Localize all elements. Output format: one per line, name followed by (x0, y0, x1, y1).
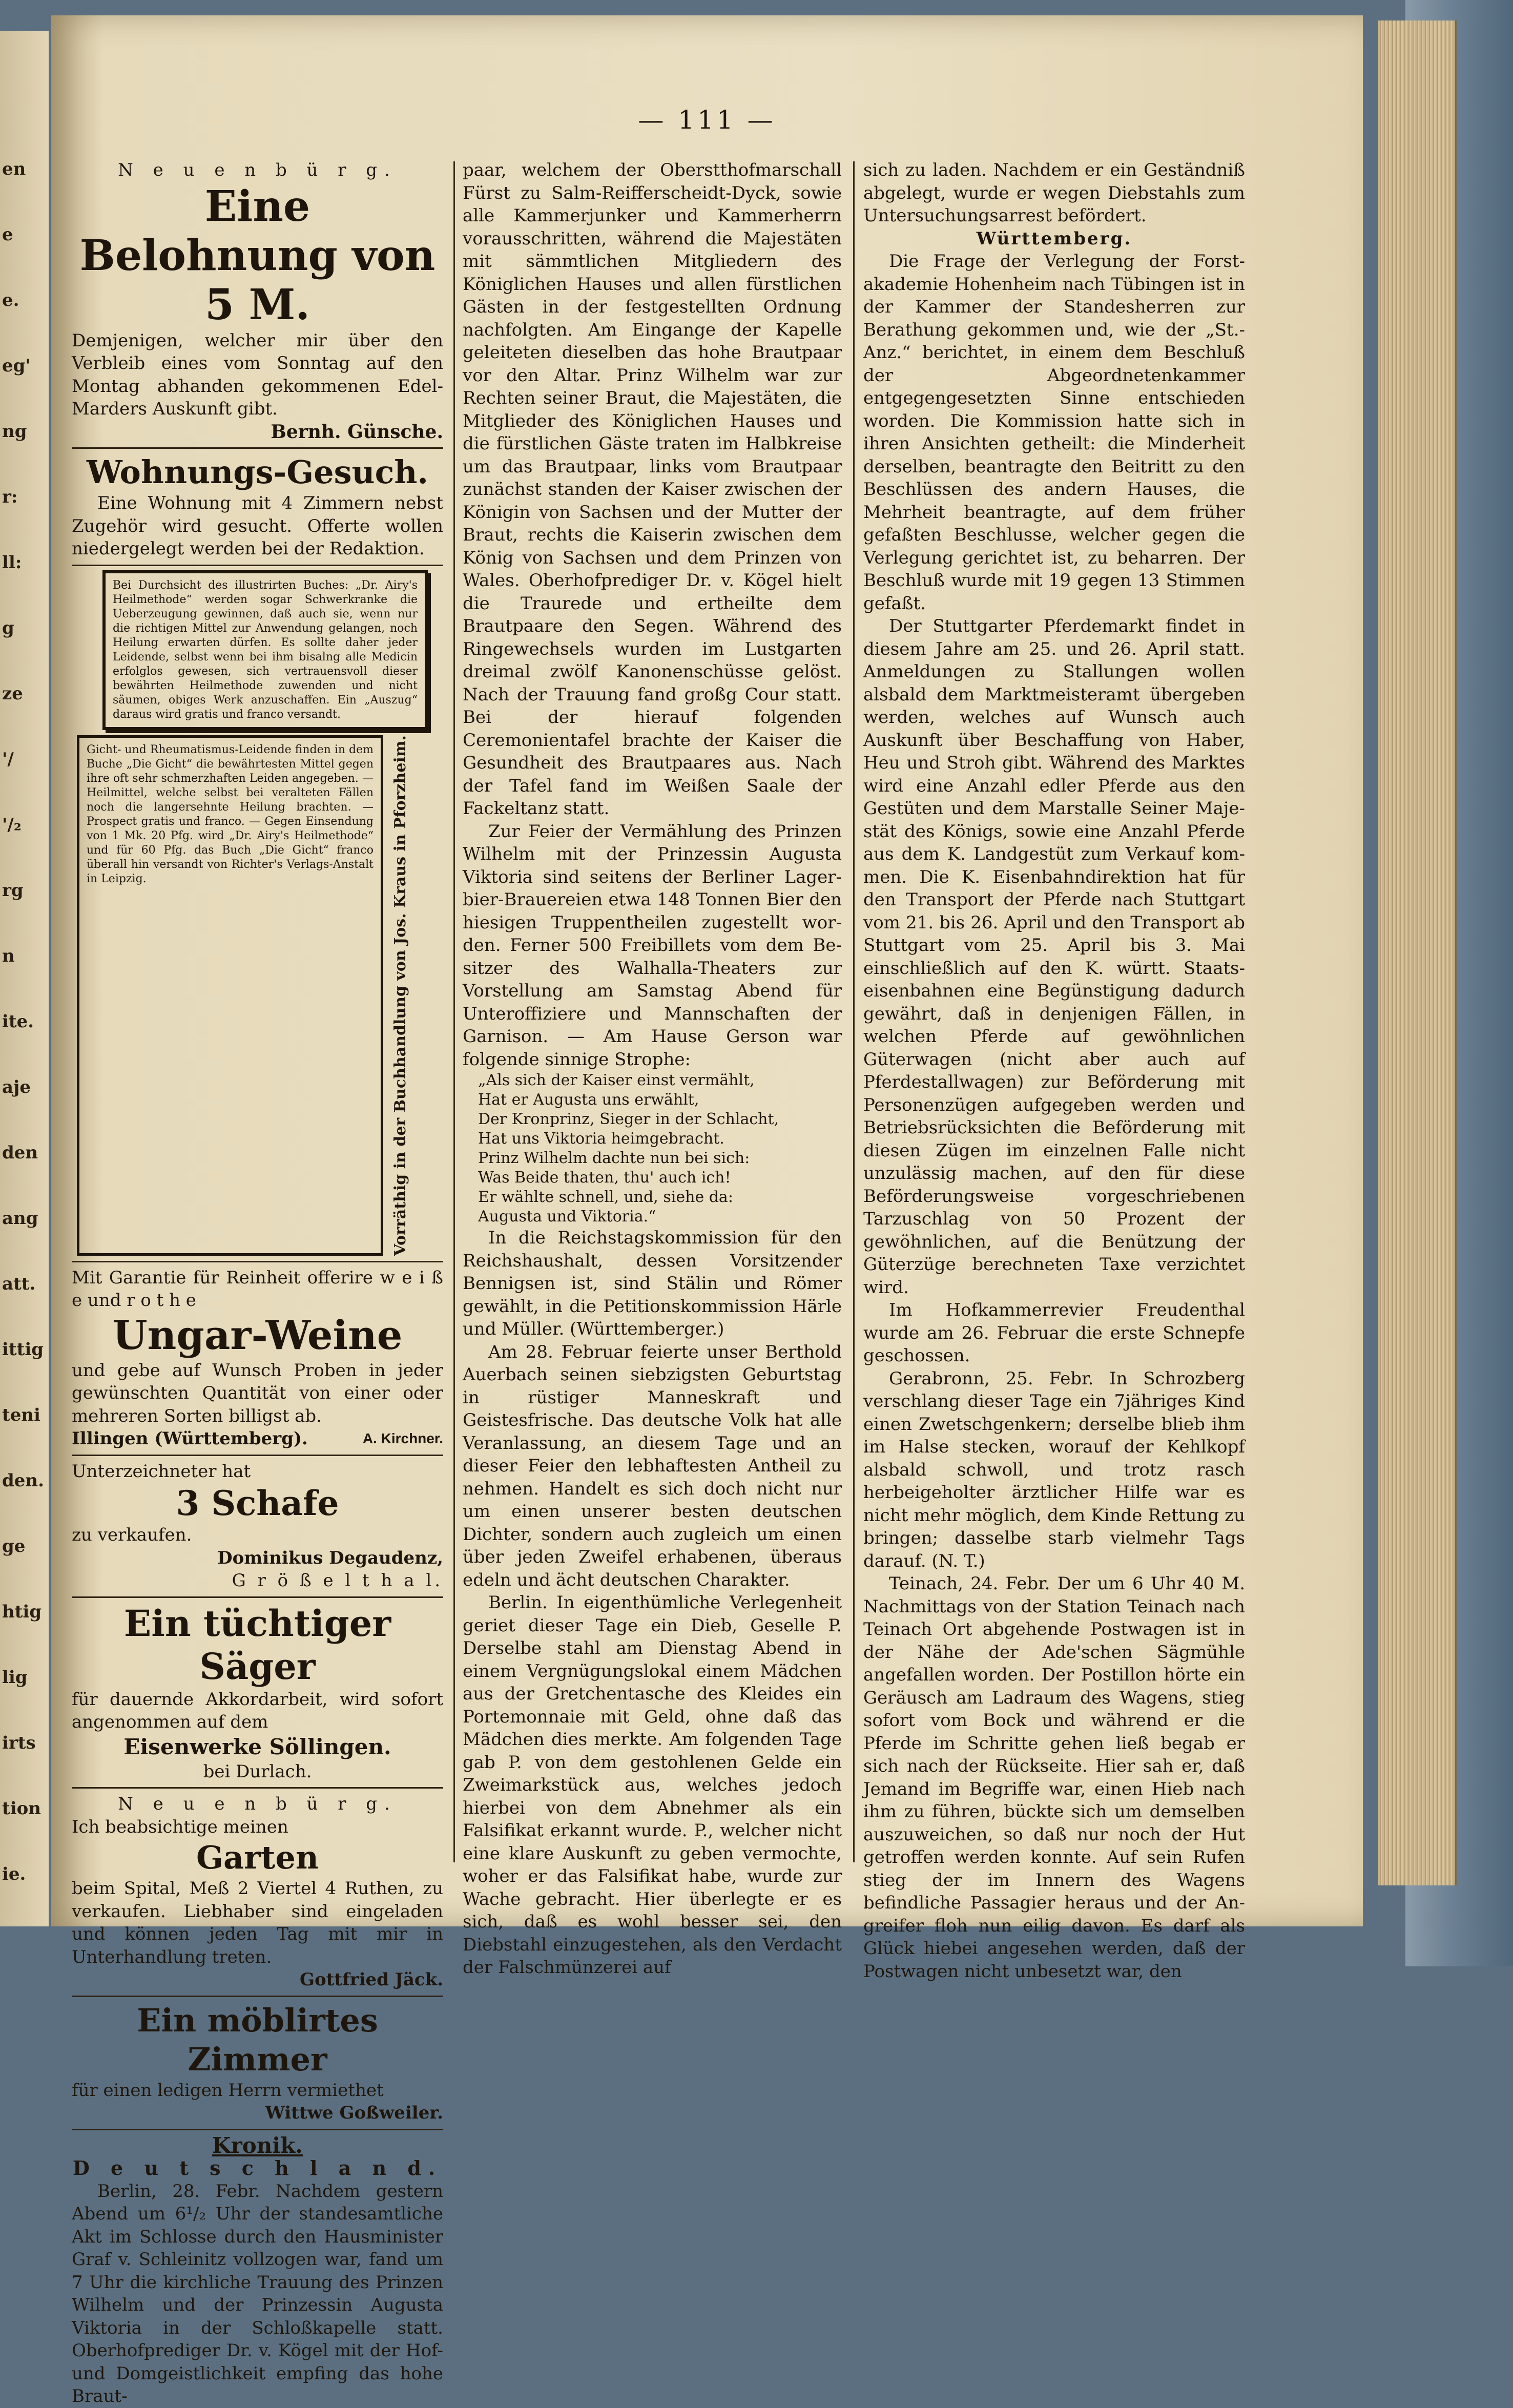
news-paragraph: Am 28. Februar feierte unser Berthold Auerbach seinen siebzigsten Geburtstag in rüstiger Manneskraft und Geistesfrische. Das deutsche Volk hat alle Veranlassung, an diesem Tage und an dieser Feier den lebhaftesten Antheil zu nehmen. Handelt es sich doch nicht nur um einen unserer besten deutschen Dichter, sondern auch zugleich um einen über jeden Zweifel erhabenen, überaus edeln und ächt deutschen Charakter. (463, 1341, 842, 1590)
ad-footer (72, 1427, 443, 1450)
ad-headline: Eine Belohnung von 5 M. (79, 181, 436, 329)
news-paragraph: sich zu laden. Nachdem er ein Geständniß abgelegt, wurde er wegen Diebstahls zum Untersuchungsarrest befördert. (863, 160, 1245, 226)
left-page-fragment: rg (2, 880, 24, 901)
divider (72, 1455, 443, 1456)
ad-text: für dauernde Akkordarbeit, wird sofort angenommen auf dem (72, 1689, 443, 1733)
ad-headline: Wohnungs-Gesuch. (86, 453, 428, 491)
ad-headline: Ungar-Weine (112, 1312, 403, 1359)
ad-box-text: Gicht- und Rheumatismus-Leidende finden in dem Buche „Die Gicht“ die bewährtesten Mittel gegen ihre oft sehr schmerzhaften Leiden angegeben. — Heilmittel, welche selbst bei veralteten Fällen noch die langersehnte Heilung brachten. — Prospect gratis und franco. — Gegen Einsendung von 1 Mk. 20 Pfg. wird „Dr. Airy's Heilmethode“ und für 60 Pfg. das Buch „Die Gicht“ franco überall hin versandt von Richter's Verlags-Anstalt in Leipzig. (87, 743, 374, 885)
ad-headline: Garten (196, 1839, 319, 1877)
newspaper-page (51, 15, 1363, 2407)
news-paragraph: Der Stuttgarter Pferdemarkt findet in diesem Jahre am 25. und 26. April statt. Anmeldungen zu Stallungen wollen alsbald dem Marktmeisteramt übergeben werden, welches auf Wunsch auch Auskunft über Beschaffung von Haber, Heu und Stroh gibt. Während des Marktes wird eine Anzahl edler Pferde aus den Gestüten und dem Marstalle Seiner Majestät des Königs, sowie eine Anzahl Pferde aus dem K. Landgestüt zum Verkauf kommen. Die K. Eisenbahndirektion hat für den Transport der Pferde nach Stuttgart vom 21. bis 26. April und den Transport ab Stuttgart vom 25. April bis 3. Mai einschließlich auf den K. württ. Staatseisenbahnen eine Begünstigung dadurch gewährt, daß in denjenigen Fällen, in welchen Pferde auf gewöhnlichen Güterwagen (nicht aber auch auf Pferdestallwagen) zur Beförderung mit Personenzügen aufgegeben werden und Betriebsrücksichten die Beförderung mit diesen Zügen im einzelnen Falle nicht unzulässig machen, auf den für diese Beförderungsweise vorgeschriebenen Tarzuschlag von 50 Prozent der gewöhnlichen, auf die Benützung der Güterzüge berechneten Taxe verzichtet wird. (863, 616, 1245, 1298)
ad-place: N e u e n b ü r g. (118, 1794, 397, 1815)
poem-line: Hat er Augusta uns erwählt, (478, 1091, 699, 1109)
left-page-fragment: ng (2, 421, 27, 442)
ad-headline: Ein möblirtes Zimmer (137, 2001, 378, 2078)
ad-signature: Wittwe Goßweiler. (265, 2103, 443, 2124)
poem (478, 1071, 842, 1227)
news-paragraph: Gerabronn, 25. Febr. In Schrozberg verschlang dieser Tage ein 7jähriges Kind einen Zwetschgenkern; derselbe blieb ihm im Halse stecken, worauf der Kehlkopf alsbald schwoll, und trotz rasch herbeigeholter ärztlicher Hilfe war es nicht mehr möglich, dem Kinde Rettung zu bringen; dasselbe starb vielmehr Tags darauf. (N. T.) (863, 1368, 1245, 1571)
ad-firm: Eisenwerke Söllingen. (123, 1734, 391, 1759)
divider (72, 2129, 443, 2130)
left-page-fragment: r: (2, 487, 18, 507)
left-page-fragment: den (2, 1143, 38, 1163)
page-number: — 111 — (638, 105, 776, 135)
poem-line: Was Beide thaten, thu' auch ich! (478, 1169, 731, 1187)
left-page-fragment: e (2, 224, 13, 245)
ad-text: für einen ledigen Herrn vermiethet (72, 2080, 384, 2101)
region-heading: Württemberg. (976, 228, 1132, 249)
column-news-3 (863, 159, 1245, 1983)
ad-signature: A. Kirchner. (362, 1430, 443, 1447)
news-paragraph: Die Frage der Verlegung der Forstakademie Hohenheim nach Tübingen ist in der Kammer der Standesherren zur Berathung gekommen und, wie der „St.-Anz.“ berichtet, in einem dem Beschluß der Abgeordnetenkammer entgegengesetzten Sinne entschieden worden. Die Kommission hatte sich in ihren Ansichten getheilt: die Minderheit derselben, beantragte den Beitritt zu den Beschlüssen des andern Hauses, die Mehrheit beantragte, auf dem früher gefaßten Beschlusse, welcher gegen die Verlegung gerichtet ist, zu beharren. Der Beschluß wurde mit 19 gegen 13 Stimmen gefaßt. (863, 251, 1245, 614)
news-paragraph: Teinach, 24. Febr. Der um 6 Uhr 40 M. Nachmittags von der Station Teinach nach Teinach Ort abgehende Postwagen ist in der Nähe der Ade'schen Sägmühle angefallen worden. Der Postillon hörte ein Geräusch am Ladraum des Wagens, stieg sofort vom Bock und während er die Pferde im Schritte gehen ließ begab er sich nach der Rückseite. Hier sah er, daß Jemand im Begriffe war, einen Hieb nach ihm zu führen, bückte sich um demselben auszuweichen, so daß nur noch der Hut getroffen werden konnte. Auf sein Rufen stieg der im Innern des Wagens befindliche Passagier heraus und der Angreifer floh nun eilig davon. Es darf als Glück hiebei angesehen werden, daß der Postwagen nicht unbesetzt war, den (863, 1573, 1245, 1982)
left-page-fragment: lig (2, 1667, 28, 1688)
left-page-fragment: ze (2, 683, 23, 704)
ad-place: bei Durlach. (203, 1761, 312, 1782)
left-page-fragment: ge (2, 1536, 26, 1556)
poem-line: „Als sich der Kaiser einst vermählt, (478, 1071, 755, 1089)
left-page-fragment: htig (2, 1602, 42, 1622)
ad-vertical-text: Vorräthig in der Buchhandlung von Jos. Kraus in Pforzheim. (391, 735, 409, 1256)
left-page-fragment: en (2, 159, 26, 179)
ad-signature: Dominikus Degaudenz, (217, 1547, 443, 1568)
column-news-2 (463, 159, 842, 1979)
ad-headline: Ein tüchtiger Säger (123, 1602, 391, 1688)
left-page-fragment: e. (2, 290, 19, 310)
column-advertisements (72, 159, 443, 2408)
ad-headline: 3 Schafe (176, 1483, 339, 1524)
left-page-fragment: irts (2, 1733, 36, 1753)
ad-box-text: Bei Durchsicht des illustrirten Buches: „Dr. Airy's Heilmethode“ werden sogar Schwerkranke die Ueberzeugung gewinnen, daß auch sie, wenn nur die richtigen Mittel zur Anwendung gelangen, noch Heilung erwarten dürfen. Es sollte daher jeder Leidende, selbst wenn bei ihm bisalng alle Medicin erfolglos gewesen, sich vertrauensvoll dieser bewährten Heilmethode zuwenden und nicht säumen, obiges Werk anzuschaffen. Ein „Auszug“ daraus wird gratis und franco versandt. (113, 578, 418, 721)
section-title: Kronik. (212, 2132, 303, 2158)
ad-text: Mit Garantie für Reinheit offerire w e i ß e und r o t h e (72, 1267, 443, 1311)
divider (72, 1596, 443, 1598)
ad-text: Eine Wohnung mit 4 Zimmern nebst Zugehör wird gesucht. Offerte wollen niedergelegt werden bei der Redaktion. (72, 493, 443, 559)
left-page-margin (0, 31, 49, 1926)
left-page-fragment: ang (2, 1208, 38, 1229)
divider (72, 1996, 443, 1997)
ad-text: und gebe auf Wunsch Proben in jeder gewünschten Quantität von einer oder mehreren Sorten billigst ab. (72, 1360, 443, 1426)
left-page-fragment: eg' (2, 356, 31, 376)
poem-line: Der Kronprinz, Sieger in der Schlacht, (478, 1110, 779, 1128)
ad-text: Demjenigen, welcher mir über den Verbleib eines vom Sonntag auf den Montag abhanden gekommenen Edel-Marders Auskunft gibt. (72, 330, 443, 419)
divider (72, 1787, 443, 1789)
ad-box-inner (77, 735, 383, 1256)
left-page-fragment: att. (2, 1274, 36, 1294)
ad-signature: Gottfried Jäck. (299, 1969, 443, 1990)
ad-place: Illingen (Württemberg). (72, 1428, 308, 1449)
column-rule (853, 161, 855, 1862)
news-paragraph: paar, welchem der Oberstthofmarschall Fürst zu Salm-Reifferscheidt-Dyck, sowie alle Kammerjunker und Kammerherrn vorausschritten, während die Majestäten mit sämmtlichen Mitgliedern des Königlichen Hauses und allen fürstlichen Gästen in der festgestellten Ordnung nachfolgten. Am Eingange der Kapelle geleiteten dieselben das hohe Brautpaar vor den Altar. Prinz Wilhelm war zur Rechten seiner Braut, die Majestäten, die Mitglieder des Königlichen Hauses und die fürstlichen Gäste traten im Halbkreise um das Brautpaar, links vom Brautpaar zunächst standen der Kaiser zwischen der Königin von Sachsen und der Mutter der Braut, rechts die Kaiserin zwischen dem König von Sachsen und dem Prinzen von Wales. Oberhofprediger Dr. v. Kögel hielt die Traurede und ertheilte dem Brautpaare den Segen. Während des Ringewechsels wurden im Lustgarten dreimal zwölf Kanonenschüsse gelöst. Nach der Trauung fand großg Cour statt. Bei der hierauf folgenden Ceremonientafel brachte der Kaiser die Gesundheit des Brautpaares aus. Nach der Tafel fand im Weißen Saale der Fackeltanz statt. (463, 160, 842, 819)
left-page-fragment: tion (2, 1798, 42, 1819)
left-page-fragment: ittig (2, 1339, 44, 1360)
left-page-fragment: '/₂ (2, 815, 22, 835)
country-heading: D e u t s c h l a n d. (72, 2156, 443, 2180)
ad-text: Unterzeichneter hat (72, 1461, 251, 1482)
left-page-fragment: n (2, 946, 15, 966)
left-page-fragment: aje (2, 1077, 31, 1097)
news-paragraph: In die Reichstagskommission für den Reichshaushalt, dessen Vorsitzender Bennigsen ist, sind Stälin und Römer gewählt, in die Petitionskommission Härle und Müller. (Württemberger.) (463, 1228, 842, 1339)
divider (72, 1261, 443, 1262)
left-page-fragment: teni (2, 1405, 40, 1425)
left-page-fragment: den. (2, 1470, 44, 1491)
ad-signature: Bernh. Günsche. (271, 421, 443, 443)
ad-box (102, 570, 428, 730)
column-rule (453, 161, 455, 1862)
left-page-fragment: ll: (2, 552, 22, 573)
news-paragraph: Zur Feier der Vermählung des Prinzen Wilhelm mit der Prinzessin Augusta Viktoria sind seitens der Berliner Lagerbier-Brauereien etwa 148 Tonnen Bier den hiesigen Truppentheilen zugestellt worden. Ferner 500 Freibillets vom dem Besitzer des Walhalla-Theaters zur Vorstellung am Samstag Abend für Unteroffiziere und Mannschaften der Garnison. — Am Hause Gerson war folgende sinnige Strophe: (463, 821, 842, 1070)
divider (72, 565, 443, 566)
ad-place: N e u e n b ü r g. (118, 160, 397, 180)
news-paragraph: Im Hofkammerrevier Freudenthal wurde am 26. Februar die erste Schnepfe geschossen. (863, 1300, 1245, 1366)
left-page-fragment: ie. (2, 1864, 26, 1884)
poem-line: Hat uns Viktoria heimgebracht. (478, 1130, 724, 1148)
ad-box-gout (77, 735, 443, 1256)
left-page-fragment: '/ (2, 749, 14, 770)
poem-line: Augusta und Viktoria.“ (478, 1208, 656, 1226)
news-paragraph: Berlin, 28. Febr. Nachdem gestern Abend um 6¹/₂ Uhr der standesamtliche Akt im Schlosse durch den Hausminister Graf v. Schleinitz vollzogen war, fand um 7 Uhr die kirchliche Trauung des Prinzen Wilhelm und der Prinzessin Augusta Viktoria in der Schloßkapelle statt. Oberhofprediger Dr. v. Kögel mit der Hof- und Domgeistlichkeit empfing das hohe Braut- (72, 2181, 443, 2407)
divider (72, 447, 443, 449)
ad-text: zu verkaufen. (72, 1525, 192, 1546)
poem-line: Er wählte schnell, und, siehe da: (478, 1188, 733, 1206)
left-page-fragment: ite. (2, 1011, 34, 1032)
ad-text: beim Spital, Meß 2 Viertel 4 Ruthen, zu verkaufen. Liebhaber sind eingeladen und können jeden Tag mit mir in Unterhandlung treten. (72, 1878, 443, 1967)
left-page-fragment: g (2, 618, 14, 638)
news-paragraph: Berlin. In eigenthümliche Verlegenheit geriet dieser Tage ein Dieb, Geselle P. Derselbe stahl am Dienstag Abend in einem Vergnügungslokal einem Mädchen aus der Gretchentasche des Kleides ein Portemonnaie mit Geld, ohne daß das Mädchen dies merkte. Am folgenden Tage gab P. von dem gestohlenen Gelde ein Zweimarkstück aus, welches jedoch hierbei von dem Abnehmer als ein Falsifikat erkannt wurde. P., welcher nicht eine klare Auskunft zu geben vermochte, woher er das Falsifikat habe, wurde zur Wache gebracht. Hier überlegte er es sich, daß es wohl besser sei, den Diebstahl einzugestehen, als den Verdacht der Falschmünzerei auf (463, 1592, 842, 1978)
ad-text: Ich beabsichtige meinen (72, 1816, 288, 1837)
page-edges (1378, 20, 1457, 1885)
poem-line: Prinz Wilhelm dachte nun bei sich: (478, 1149, 750, 1167)
ad-signature-place: G r ö ß e l t h a l. (232, 1570, 443, 1591)
